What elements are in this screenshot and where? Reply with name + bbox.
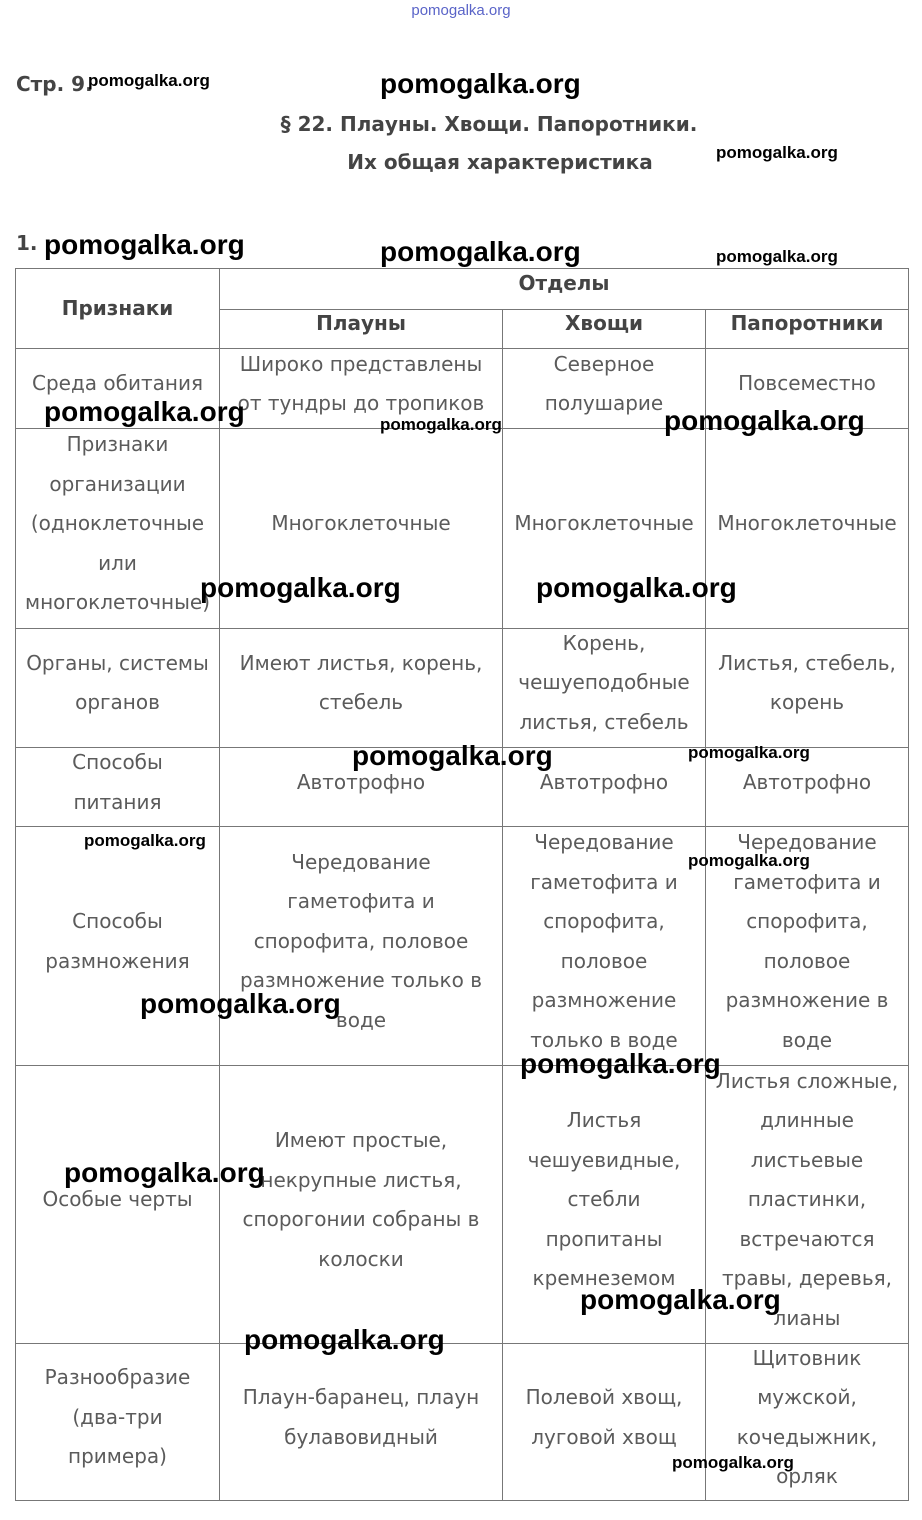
watermark[interactable]: pomogalka.org <box>688 851 810 870</box>
row-diversity-paporotniki: Щитовник мужской, кочедыжник, орляк <box>736 1345 878 1488</box>
row-reproduction-feature: Способы размножения <box>45 909 190 973</box>
watermark[interactable]: pomogalka.org <box>536 572 737 603</box>
watermark[interactable]: pomogalka.org <box>716 143 838 162</box>
row-habitat-paporotniki: Повсеместно <box>738 371 876 396</box>
header-divisions: Отделы <box>518 270 610 295</box>
watermark[interactable]: pomogalka.org <box>64 1157 265 1188</box>
watermark[interactable]: pomogalka.org <box>520 1048 721 1079</box>
watermark[interactable]: pomogalka.org <box>380 415 502 434</box>
row-nutrition-plauny: Автотрофно <box>296 769 426 794</box>
row-habitat-feature: Среда обитания <box>32 371 203 396</box>
row-reproduction-paporotniki: Чередование гаметофита и спорофита, половое размножение в воде <box>725 830 889 1052</box>
watermark[interactable]: pomogalka.org <box>380 236 581 267</box>
watermark[interactable]: pomogalka.org <box>716 247 838 266</box>
row-nutrition-feature: Способы питания <box>72 750 163 814</box>
top-watermark[interactable]: pomogalka.org <box>411 2 511 19</box>
row-special-paporotniki: Листья сложные, длинные листьевые пластинки, встречаются травы, деревья, лианы <box>715 1068 899 1330</box>
row-organs-plauny: Имеют листья, корень, стебель <box>239 650 483 714</box>
watermark[interactable]: pomogalka.org <box>88 71 210 90</box>
column-header-hvoshchi: Хвощи <box>565 311 643 336</box>
watermark[interactable]: pomogalka.org <box>664 405 865 436</box>
row-habitat-plauny: Широко представлены от тундры до тропиков <box>237 351 485 415</box>
watermark[interactable]: pomogalka.org <box>200 572 401 603</box>
row-special-feature: Особые черты <box>42 1187 193 1212</box>
page-title-line1: § 22. Плауны. Хвощи. Папоротники. <box>280 112 698 136</box>
row-diversity-hvoshchi: Полевой хвощ, луговой хвощ <box>525 1385 683 1449</box>
watermark[interactable]: pomogalka.org <box>688 743 810 762</box>
row-nutrition-hvoshchi: Автотрофно <box>539 769 669 794</box>
watermark[interactable]: pomogalka.org <box>380 68 581 99</box>
row-special-plauny: Имеют простые, некрупные листья, спорогонии собраны в колоски <box>242 1128 480 1271</box>
watermark[interactable]: pomogalka.org <box>580 1284 781 1315</box>
watermark[interactable]: pomogalka.org <box>244 1324 445 1355</box>
column-header-paporotniki: Папоротники <box>730 311 884 336</box>
row-habitat-hvoshchi: Северное полушарие <box>544 351 664 415</box>
watermark[interactable]: pomogalka.org <box>44 396 245 427</box>
row-organization-paporotniki: Многоклеточные <box>717 511 897 536</box>
watermark[interactable]: pomogalka.org <box>84 831 206 850</box>
row-diversity-plauny: Плаун-баранец, плаун булавовидный <box>242 1385 480 1449</box>
row-organs-paporotniki: Листья, стебель, корень <box>718 650 896 714</box>
watermark[interactable]: pomogalka.org <box>352 740 553 771</box>
page-title-line2: Их общая характеристика <box>347 150 653 174</box>
page-label: Стр. 9. <box>16 72 93 96</box>
watermark[interactable]: pomogalka.org <box>140 988 341 1019</box>
row-organization-hvoshchi: Многоклеточные <box>514 511 694 536</box>
row-organization-plauny: Многоклеточные <box>271 511 451 536</box>
row-diversity-feature: Разнообразие (два-три примера) <box>44 1365 191 1469</box>
column-header-plauny: Плауны <box>316 311 406 336</box>
row-special-hvoshchi: Листья чешуевидные, стебли пропитаны кремнеземом <box>527 1108 681 1291</box>
header-features: Признаки <box>61 295 174 320</box>
watermark[interactable]: pomogalka.org <box>672 1453 794 1472</box>
row-organs-feature: Органы, системы органов <box>26 650 209 714</box>
row-nutrition-paporotniki: Автотрофно <box>742 769 872 794</box>
row-reproduction-hvoshchi: Чередование гаметофита и спорофита, половое размножение только в воде <box>530 830 678 1052</box>
row-organization-feature: Признаки организации (одноклеточные или многоклеточные) <box>25 432 210 615</box>
task-number: 1. <box>16 231 38 255</box>
row-reproduction-plauny: Чередование гаметофита и спорофита, половое размножение только в воде <box>240 849 482 1032</box>
row-organs-hvoshchi: Корень, чешуеподобные листья, стебель <box>518 630 690 734</box>
watermark[interactable]: pomogalka.org <box>44 229 245 260</box>
